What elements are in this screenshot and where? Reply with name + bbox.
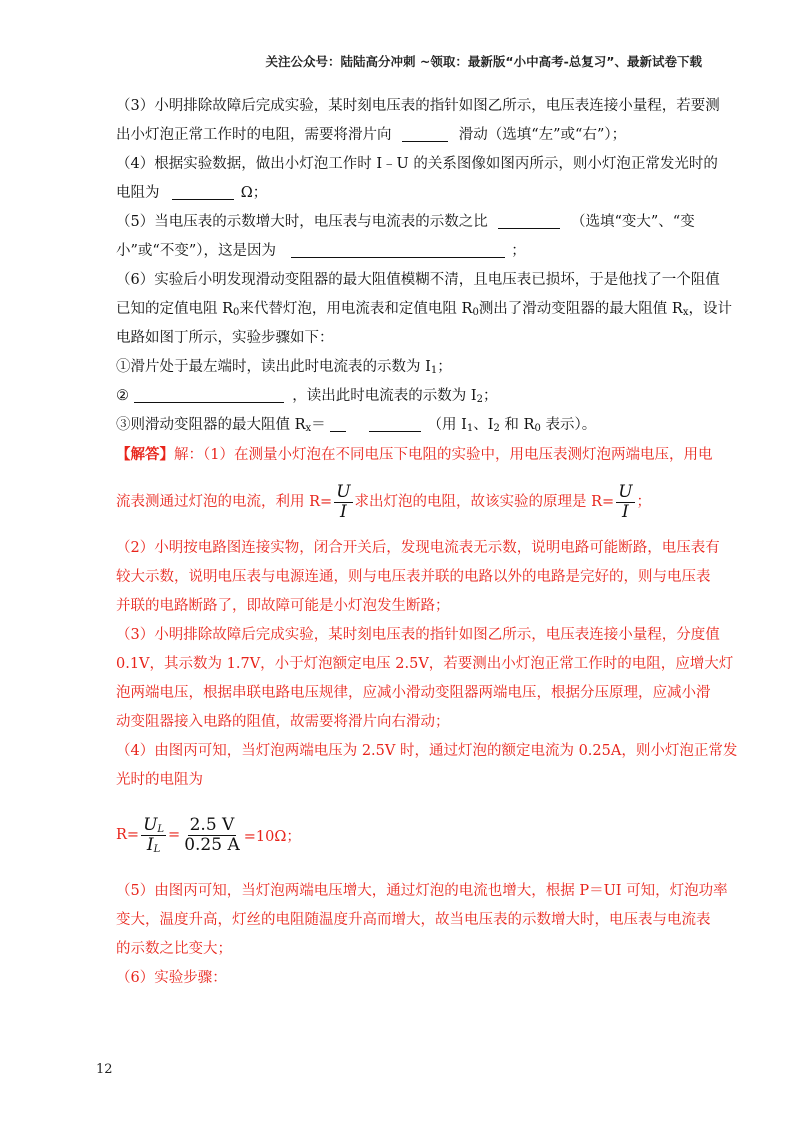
q6-line-1: （6）实验后小明发现滑动变阻器的最大阻值模糊不清，且电压表已损坏，于是他找了一个阻值	[116, 272, 720, 288]
answer-5-line-2: 变大，温度升高，灯丝的电阻随温度升高而增大，故当电压表的示数增大时，电压表与电流表	[116, 912, 711, 928]
answer-4-line-1: （4）由图丙可知，当灯泡两端电压为 2.5V 时，通过灯泡的额定电流为 0.25A，则小灯泡正常发	[116, 743, 738, 759]
fraction-values: $\frac{2.5 V}{0.25 A}$	[184, 814, 240, 855]
q3-line-1: （3）小明排除故障后完成实验，某时刻电压表的指针如图乙所示，电压表连接小量程，若要测	[116, 98, 720, 114]
answer-5-line-3: 的示数之比变大；	[116, 941, 232, 957]
fraction-u-over-i: $\frac{U}{I}$	[336, 481, 351, 522]
answer-3-line-4: 动变阻器接入电路的阻值，故需要将滑片向右滑动；	[116, 714, 450, 730]
q3-line-2: 出小灯泡正常工作时的电阻，需要将滑片向 滑动（选填“左”或“右”）；	[116, 121, 708, 150]
answer-3-line-3: 泡两端电压，根据串联电路电压规律，应减小滑动变阻器两端电压，根据分压原理，应减小滑	[116, 685, 711, 701]
page-number: 12	[96, 1062, 113, 1077]
answer-line-2: 流表测通过灯泡的电流，利用 R= $\frac{U}{I}$ 求出灯泡的电阻，故该实验的原理是 R= $\frac{U}{I}$ ；	[116, 481, 652, 522]
answer-3-line-1: （3）小明排除故障后完成实验，某时刻电压表的指针如图乙所示，电压表连接小量程，分度值	[116, 627, 720, 643]
answer-blank	[330, 414, 346, 432]
page-header: 关注公众号：陆陆高分冲刺 ~领取：最新版“小中高考-总复习”、最新试卷下载	[265, 54, 702, 69]
answer-tag: 【解答】	[116, 446, 174, 463]
q4-line-2: 电阻为 Ω；	[116, 179, 708, 208]
q5-line-2: 小”或“不变”），这是因为 ；	[116, 237, 708, 266]
answer-2-line-2: 较大示数，说明电压表与电源连通，则与电压表并联的电路以外的电路是完好的，则与电压表	[116, 569, 711, 585]
answer-2-line-1: （2）小明按电路图连接实物，闭合开关后，发现电流表无示数，说明电路可能断路，电压表有	[116, 540, 720, 556]
answer-blank	[291, 240, 505, 258]
answer-blank	[402, 124, 448, 142]
q6-line-2: 已知的定值电阻 $R_0$来代替灯泡，用电流表和定值电阻 $R_0$测出了滑动变阻器的最大阻值 $R_x$，设计	[116, 301, 732, 318]
step-2: ② ，读出此时电流表的示数为 $I_2$；	[116, 382, 708, 411]
answer-blank	[172, 182, 234, 200]
step-1: ①滑片处于最左端时，读出此时电流表的示数为 $I_1$；	[116, 359, 452, 376]
q6-line-3: 电路如图丁所示，实验步骤如下：	[116, 330, 334, 346]
q5-line-1: （5）当电压表的示数增大时，电压表与电流表的示数之比 （选填“变大”、“变	[116, 208, 708, 237]
fraction-u-over-i: $\frac{U}{I}$	[618, 481, 633, 522]
fraction-ul-over-il: $\frac{U_L}{I_L}$	[143, 814, 165, 855]
q4-line-1: （4）根据实验数据，做出小灯泡工作时 I﹣U 的关系图像如图丙所示，则小灯泡正常发光时的	[116, 156, 718, 172]
answer-2-line-3: 并联的电路断路了，即故障可能是小灯泡发生断路；	[116, 598, 450, 614]
resistance-formula: R= $\frac{U_L}{I_L}$ = $\frac{2.5 V}{0.25 A}$ =10Ω；	[116, 814, 301, 855]
answer-blank	[369, 414, 421, 432]
answer-4-line-2: 光时的电阻为	[116, 772, 203, 788]
step-3: ③则滑动变阻器的最大阻值 $R_x=$ （用 $I_1$、$I_2$ 和 $R_0$ 表示）。	[116, 411, 708, 440]
answer-line-1: 【解答】解：（1）在测量小灯泡在不同电压下电阻的实验中，用电压表测灯泡两端电压，用电	[116, 446, 713, 463]
answer-blank	[498, 211, 560, 229]
answer-3-line-2: 0.1V，其示数为 1.7V，小于灯泡额定电压 2.5V，若要测出小灯泡正常工作时的电阻，应增大灯	[116, 656, 734, 672]
answer-blank	[134, 385, 284, 403]
document-body	[116, 92, 738, 993]
answer-5-line-1: （5）由图丙可知，当灯泡两端电压增大，通过灯泡的电流也增大，根据 P＝UI 可知，灯泡功率	[116, 883, 728, 899]
answer-6-line-1: （6）实验步骤：	[116, 970, 227, 986]
